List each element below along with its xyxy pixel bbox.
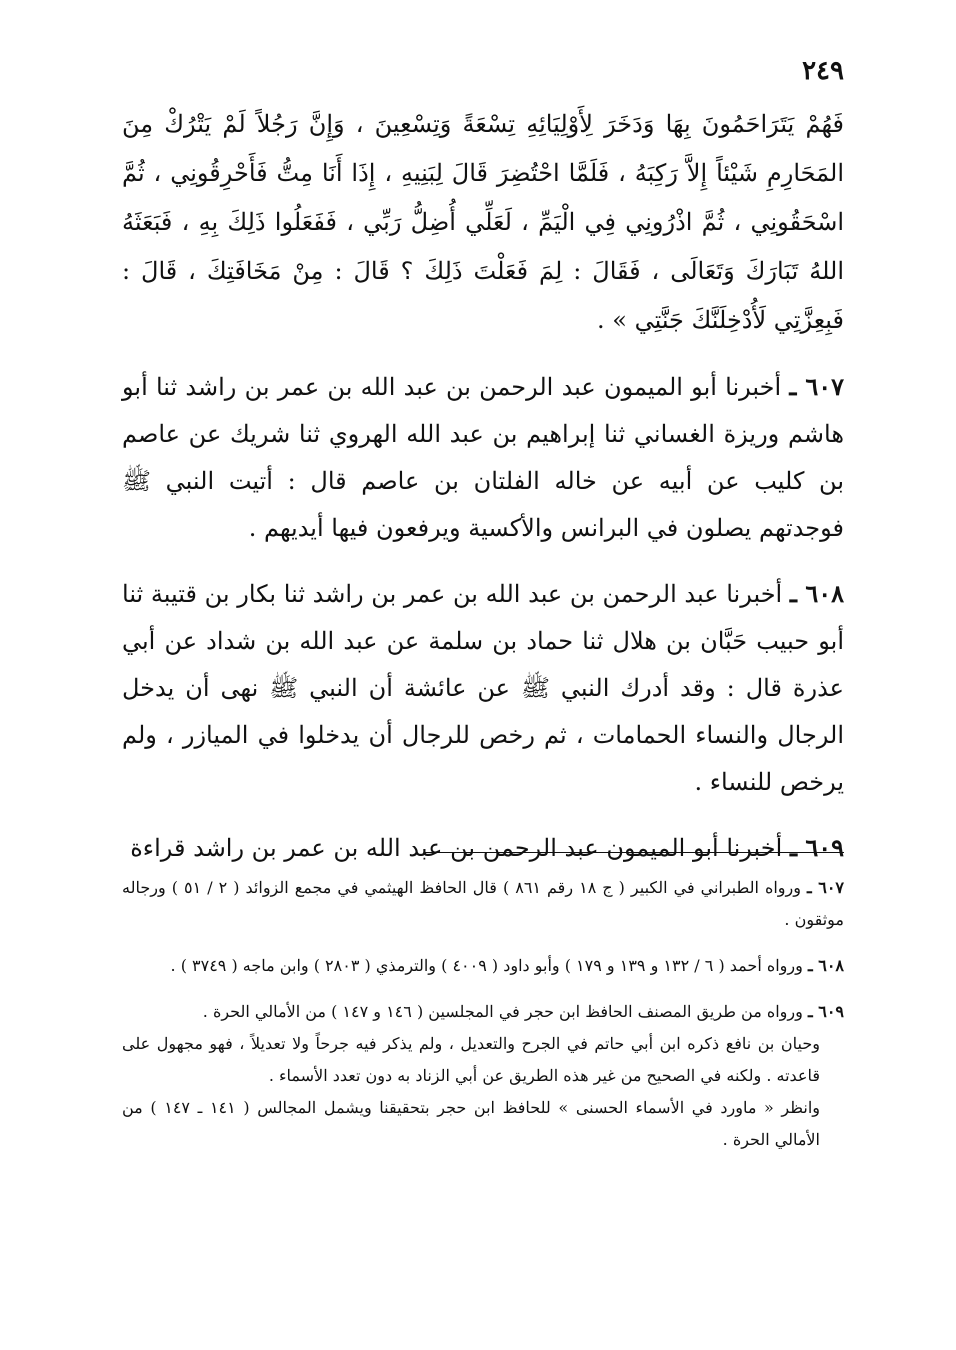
footnote-607 <box>122 872 844 936</box>
footnote-text: ورواه أحمد ( ٦ / ١٣٢ و ١٣٩ و ١٧٩ ) وأبو داود ( ٤٠٠٩ ) والترمذي ( ٢٨٠٣ ) وابن ماجه ( ٣٧٤٩ ) . <box>170 956 803 975</box>
paragraph-text: فَهُمْ يَتَرَاحَمُونَ بِهَا وَدَخَرَ لِأَوْلِيَائِهِ تِسْعَةً وَتِسْعِينَ ، وَإِنَّ رَجُلاً لَمْ يَتْرُكْ مِنَ المَحَارِمِ شَيْئاً إِلاَّ رَكِبَهُ ، فَلَمَّا احْتُضِرَ قَالَ لِبَنِيهِ ، إِذَا أَنَا مِتُّ فَأَحْرِقُونِي ، ثُمَّ اسْحَقُونِي ، ثُمَّ اذْرُونِي فِي الْيَمِّ ، لَعَلِّي أُضِلُّ رَبِّي ، فَفَعَلُوا ذَلِكَ بِهِ ، فَبَعَثَهُ اللهُ تَبَارَكَ وَتَعَالَى ، فَقَالَ : لِمَ فَعَلْتَ ذَلِكَ ؟ قَالَ : مِنْ مَخَافَتِكَ ، قَالَ : فَبِعِزَّتِي لَأُدْخِلَنَّكَ جَنَّتِي » . <box>122 110 844 334</box>
paragraph-text: أخبرنا أبو الميمون عبد الرحمن بن عبد الله بن عمر بن راشد قراءة <box>130 834 783 862</box>
main-text <box>122 100 844 890</box>
footnote-number: ٦٠٩ ـ <box>807 1002 844 1021</box>
footnote-609 <box>122 996 844 1156</box>
hadith-number: ٦٠٩ ـ <box>789 833 844 862</box>
paragraph-608 <box>122 570 844 806</box>
hadith-number: ٦٠٨ ـ <box>789 579 844 608</box>
footnote-text: ورواه من طريق المصنف الحافظ ابن حجر في المجلسين ( ١٤٦ و ١٤٧ ) من الأمالي الحرة . <box>202 1002 803 1021</box>
footnote-text-continued: وحيان بن نافع ذكره ابن أبي حاتم في الجرح والتعديل ، ولم يذكر فيه جرحاً ولا تعديلاً ، فهو مجهول على قاعدته . ولكنه في الصحيح من غير هذه الطريق عن أبي الزناد به دون تعدد الأسماء . <box>122 1034 820 1085</box>
footnote-text: ورواه الطبراني في الكبير ( ج ١٨ رقم ٨٦١ ) قال الحافظ الهيثمي في مجمع الزوائد ( ٢ / ٥١ ) ورجاله موثقون . <box>122 878 844 929</box>
footnote-number: ٦٠٧ ـ <box>807 878 845 897</box>
footnote-text-see-also: وانظر « ماورد في الأسماء الحسنى » للحافظ ابن حجر بتحقيقنا ويشمل المجالس ( ١٤١ ـ ١٤٧ ) من الأمالي الحرة . <box>122 1098 820 1149</box>
footnotes <box>122 872 844 1170</box>
paragraph-607 <box>122 363 844 552</box>
paragraph-text: أخبرنا أبو الميمون عبد الرحمن بن عبد الله بن عمر بن راشد ثنا أبو هاشم وريزة الغساني ثنا إبراهيم بن عبد الله الهروي ثنا شريك عن عاصم بن كليب عن أبيه عن خاله الفلتان بن عاصم قال : أتيت النبي ﷺ فوجدتهم يصلون في البرانس والأكسية ويرفعون فيها أيديهم . <box>122 373 845 542</box>
hadith-number: ٦٠٧ ـ <box>789 372 844 401</box>
paragraph-text: أخبرنا عبد الرحمن بن عبد الله بن عمر بن راشد ثنا بكار بن قتيبة ثنا أبو حبيب حَبَّان بن هلال ثنا حماد بن سلمة عن عبد الله بن شداد عن أبي عذرة قال : وقد أدرك النبي ﷺ عن عائشة أن النبي ﷺ نهى أن يدخل الرجال والنساء الحمامات ، ثم رخص للرجال أن يدخلوا في الميازر ، ولم يرخص للنساء . <box>122 580 844 796</box>
footnote-608 <box>122 950 844 982</box>
footnote-number: ٦٠٨ ـ <box>807 956 844 975</box>
paragraph-609 <box>122 824 844 872</box>
footnote-divider <box>424 852 844 853</box>
page-number: ٢٤٩ <box>802 56 844 86</box>
paragraph-continuation <box>122 100 844 345</box>
